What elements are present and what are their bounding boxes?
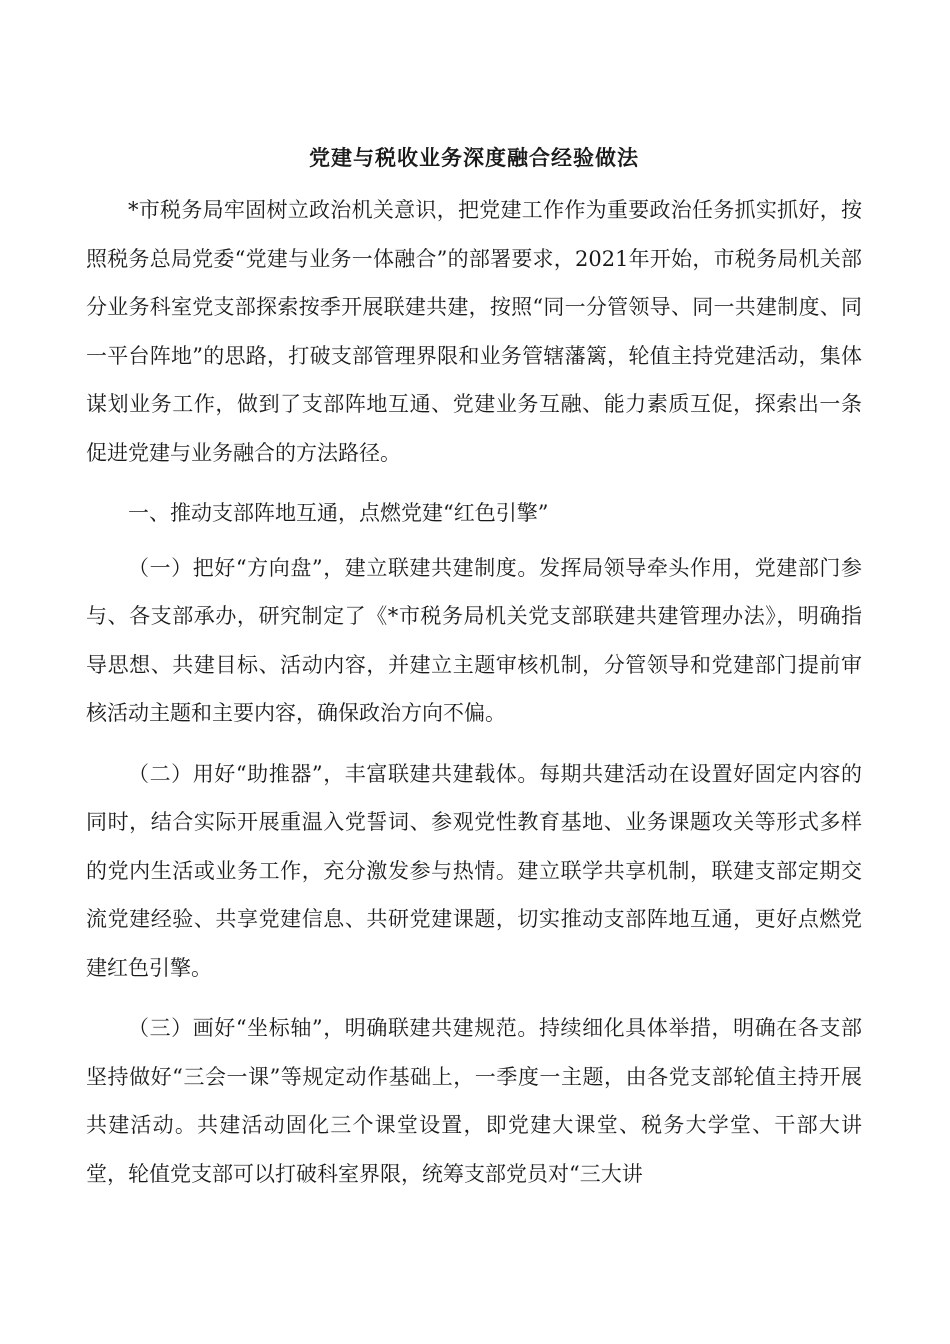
subsection-paragraph-2: （二）用好“助推器”，丰富联建共建载体。每期共建活动在设置好固定内容的同时，结合实际开展重温入党誓词、参观党性教育基地、业务课题攻关等形式多样的党内生活或业务工作，充分激发参与热情。建立联学共享机制，联建支部定期交流党建经验、共享党建信息、共研党建课题，切实推动支部阵地互通，更好点燃党建红色引擎。 bbox=[86, 761, 862, 980]
document-page bbox=[86, 140, 862, 1210]
section-heading-1: 一、推动支部阵地互通，点燃党建“红色引擎” bbox=[128, 501, 549, 525]
subsection-paragraph-1: （一）把好“方向盘”，建立联建共建制度。发挥局领导牵头作用，党建部门参与、各支部承办，研究制定了《*市税务局机关党支部联建共建管理办法》，明确指导思想、共建目标、活动内容，并建立主题审核机制，分管领导和党建部门提前审核活动主题和主要内容，确保政治方向不偏。 bbox=[86, 555, 862, 725]
document-title: 党建与税收业务深度融合经验做法 bbox=[309, 145, 639, 170]
subsection-paragraph-3: （三）画好“坐标轴”，明确联建共建规范。持续细化具体举措，明确在各支部坚持做好“三会一课”等规定动作基础上，一季度一主题，由各党支部轮值主持开展共建活动。共建活动固化三个课堂设置，即党建大课堂、税务大学堂、干部大讲堂，轮值党支部可以打破科室界限，统筹支部党员对“三大讲 bbox=[86, 1016, 862, 1186]
intro-paragraph: *市税务局牢固树立政治机关意识，把党建工作作为重要政治任务抓实抓好，按照税务总局党委“党建与业务一体融合”的部署要求，2021年开始，市税务局机关部分业务科室党支部探索按季开展联建共建，按照“同一分管领导、同一共建制度、同一平台阵地”的思路，打破支部管理界限和业务管辖藩篱，轮值主持党建活动，集体谋划业务工作，做到了支部阵地互通、党建业务互融、能力素质互促，探索出一条促进党建与业务融合的方法路径。 bbox=[86, 198, 862, 465]
